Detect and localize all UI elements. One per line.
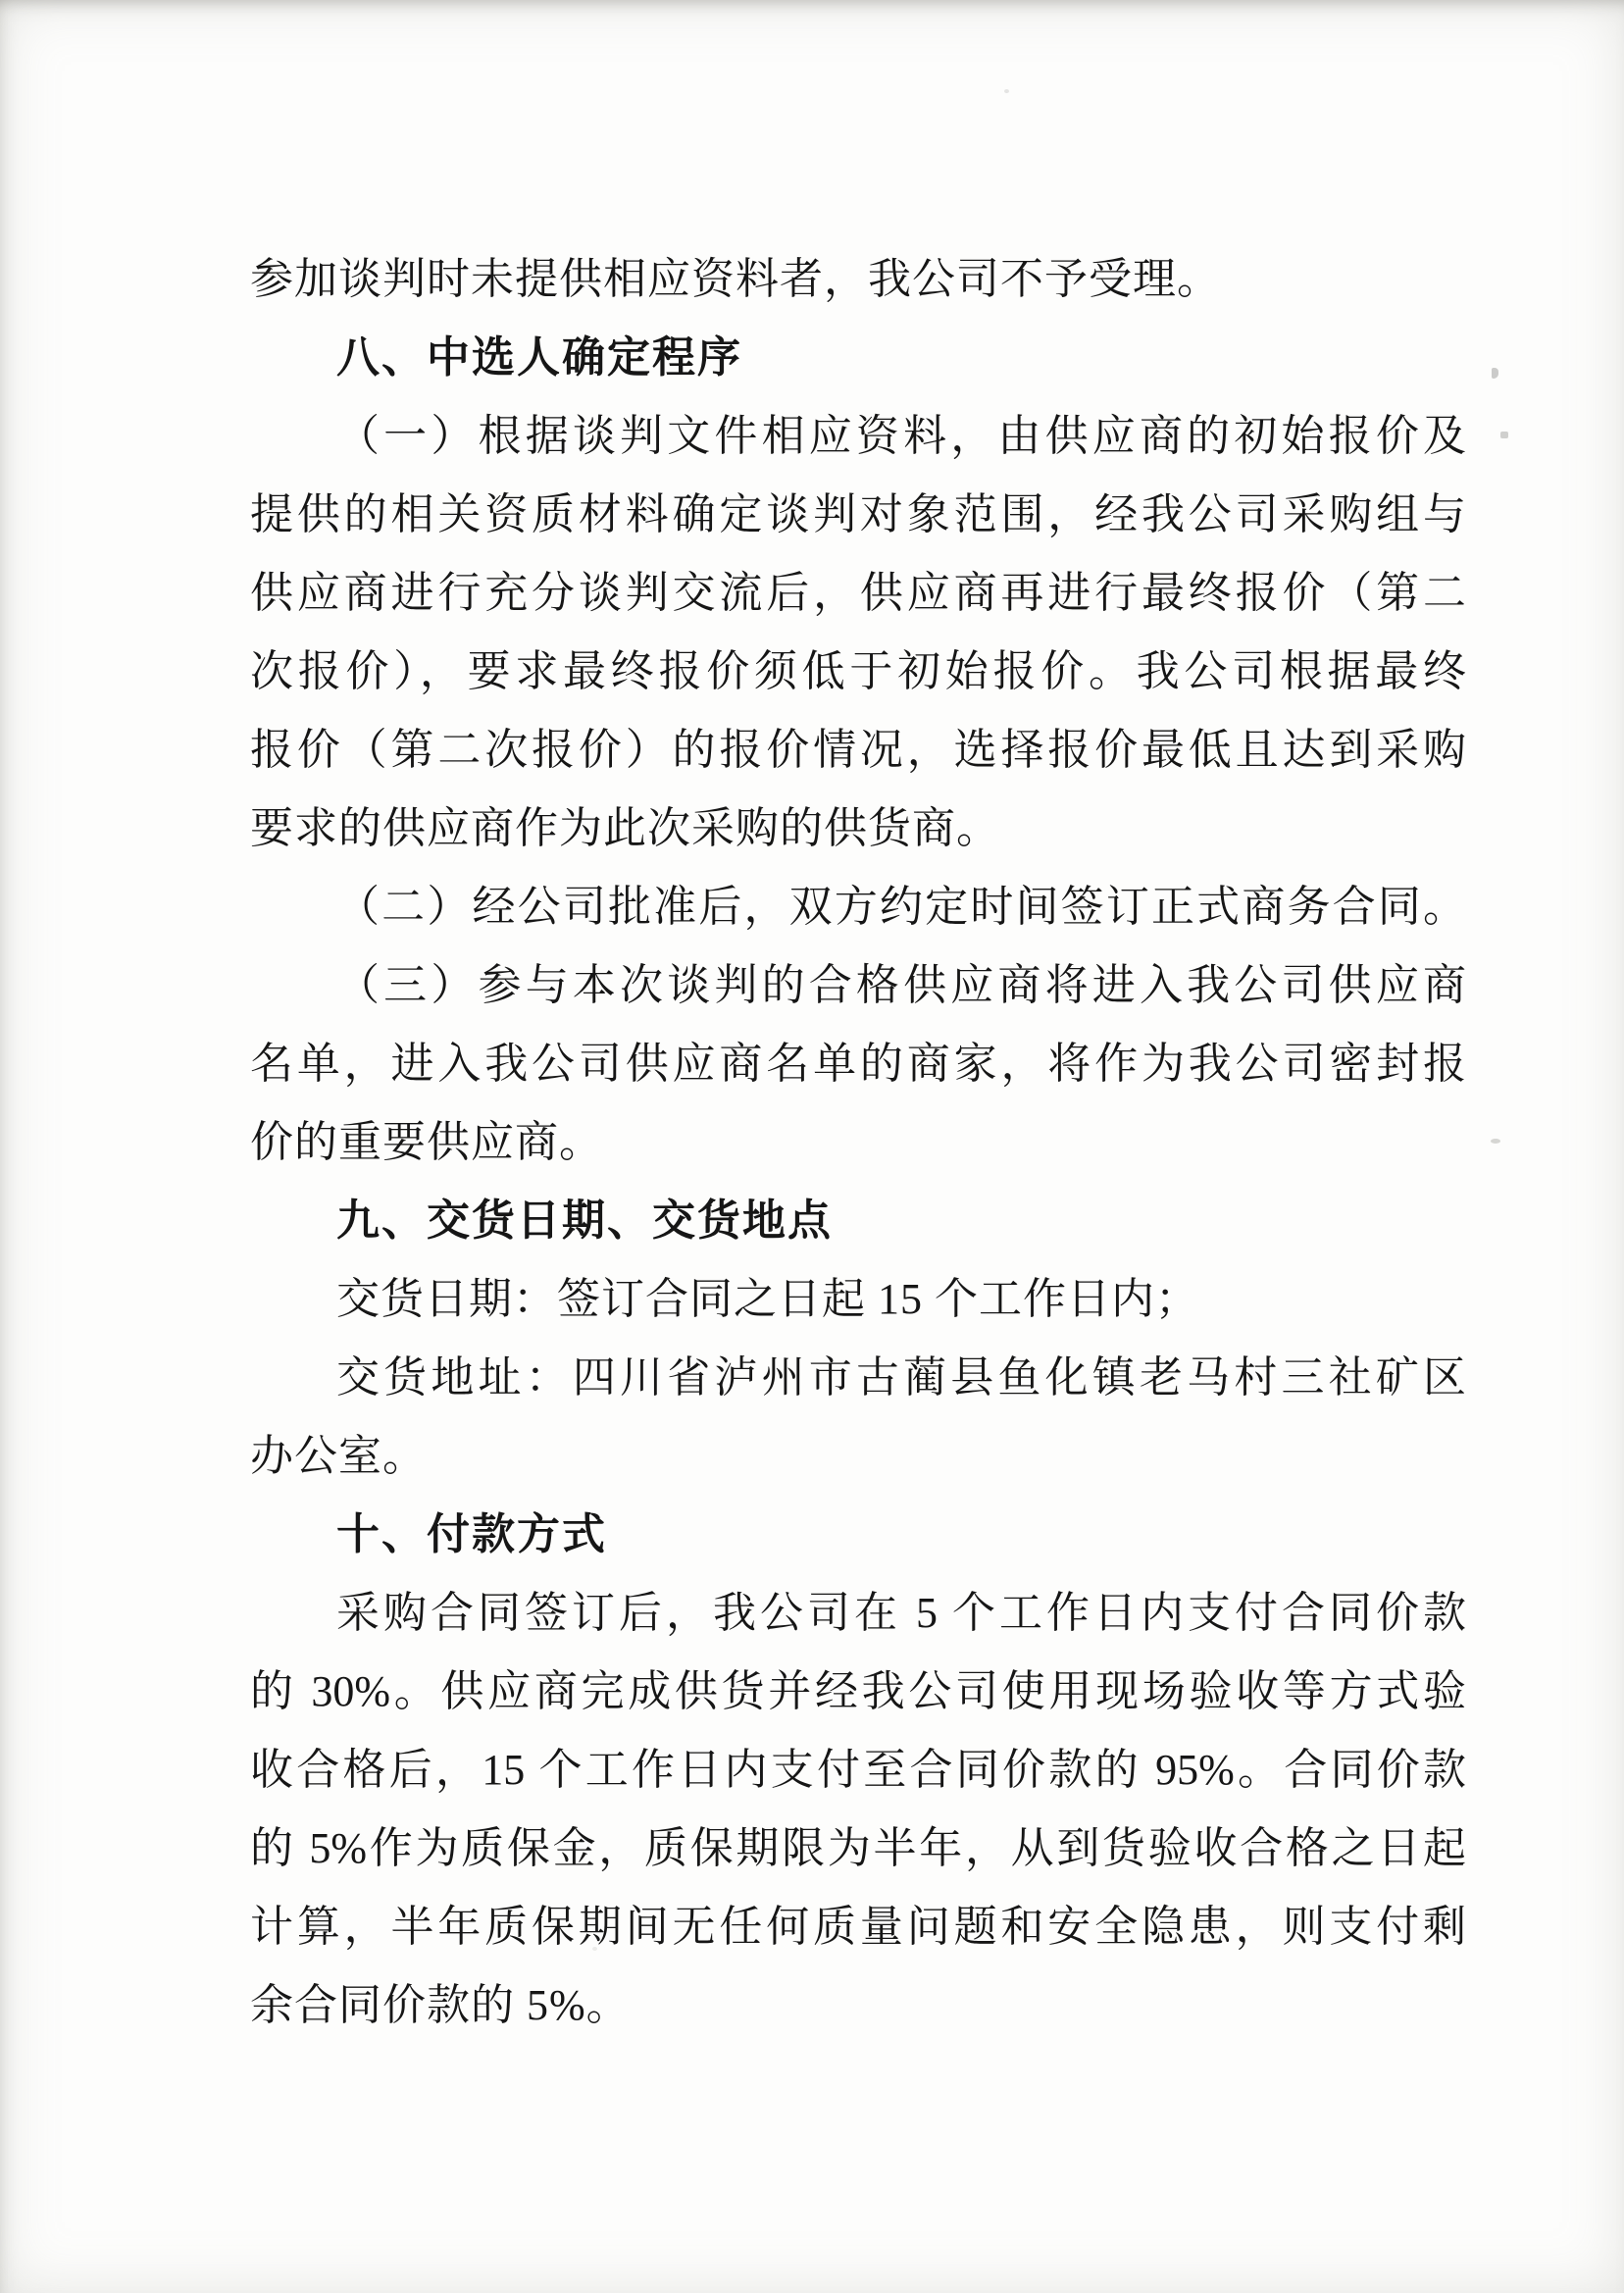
text-line: 报价（第二次报价）的报价情况，选择报价最低且达到采购: [250, 726, 1466, 774]
text-line: 供应商进行充分谈判交流后，供应商再进行最终报价（第二: [250, 569, 1466, 617]
document-body: [250, 240, 1466, 2045]
text-line: （一）根据谈判文件相应资料，由供应商的初始报价及: [336, 412, 1466, 460]
paragraph: [250, 868, 1466, 946]
text-line: 价的重要供应商。: [250, 1118, 603, 1166]
scan-speck: [1007, 754, 1011, 758]
paragraph: [250, 1260, 1466, 1339]
section-heading: [250, 1496, 1466, 1574]
text-line: 收合格后，15 个工作日内支付至合同价款的 95%。合同价款: [250, 1746, 1466, 1794]
text-line: 十、付款方式: [336, 1510, 607, 1558]
section-heading: [250, 319, 1466, 397]
text-line: 提供的相关资质材料确定谈判对象范围，经我公司采购组与: [250, 490, 1466, 538]
text-line: 八、中选人确定程序: [336, 333, 742, 382]
text-line: 次报价），要求最终报价须低于初始报价。我公司根据最终: [250, 647, 1466, 695]
scan-speck: [592, 1947, 597, 1951]
text-line: （三）参与本次谈判的合格供应商将进入我公司供应商: [336, 961, 1466, 1009]
text-line: 余合同价款的 5%。: [250, 1981, 631, 2029]
paragraph: [250, 240, 1466, 319]
scan-speck: [1004, 89, 1009, 93]
scan-speck: [1492, 368, 1498, 379]
scan-speck: [1500, 432, 1508, 438]
text-line: 采购合同签订后，我公司在 5 个工作日内支付合同价款: [336, 1589, 1466, 1637]
text-line: 的 30%。供应商完成供货并经我公司使用现场验收等方式验: [250, 1667, 1466, 1715]
paragraph: [250, 397, 1466, 868]
text-line: 办公室。: [250, 1432, 427, 1480]
paragraph: [250, 1339, 1466, 1496]
scan-speck: [1491, 1139, 1500, 1144]
text-line: 交货地址：四川省泸州市古蔺县鱼化镇老马村三社矿区: [336, 1353, 1466, 1401]
section-heading: [250, 1182, 1466, 1260]
text-line: 交货日期：签订合同之日起 15 个工作日内；: [336, 1275, 1199, 1323]
paragraph: [250, 1574, 1466, 2045]
text-line: 要求的供应商作为此次采购的供货商。: [250, 804, 1000, 852]
text-line: 参加谈判时未提供相应资料者，我公司不予受理。: [250, 255, 1221, 303]
text-line: 九、交货日期、交货地点: [336, 1197, 833, 1245]
text-line: 的 5%作为质保金，质保期限为半年，从到货验收合格之日起: [250, 1824, 1466, 1872]
text-line: 名单，进入我公司供应商名单的商家，将作为我公司密封报: [250, 1040, 1466, 1088]
text-line: （二）经公司批准后，双方约定时间签订正式商务合同。: [336, 883, 1466, 931]
text-line: 计算，半年质保期间无任何质量问题和安全隐患，则支付剩: [250, 1903, 1466, 1951]
paragraph: [250, 946, 1466, 1182]
